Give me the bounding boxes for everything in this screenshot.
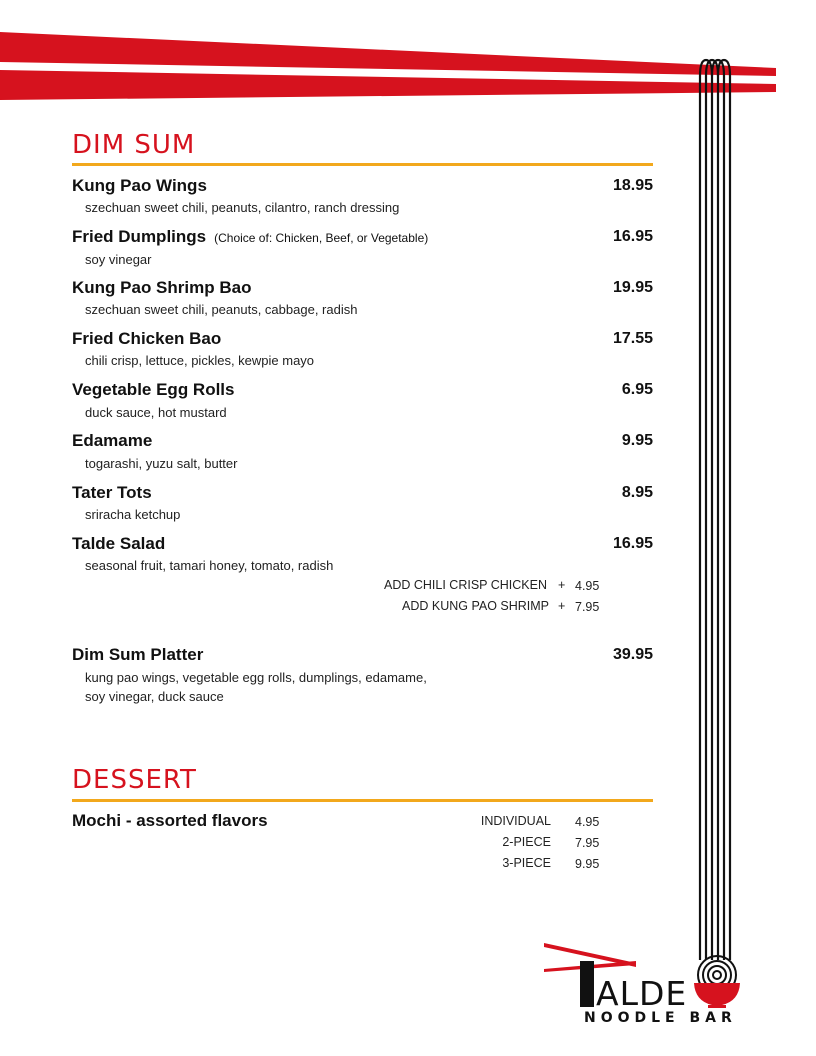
addon-label: ADD CHILI CRISP CHICKEN	[384, 578, 547, 592]
option-price: 4.95	[575, 815, 600, 829]
addon-plus: +	[558, 599, 566, 613]
item-name	[72, 227, 428, 247]
item-description: soy vinegar	[85, 252, 152, 267]
option-price: 9.95	[575, 857, 600, 871]
item-description: szechuan sweet chili, peanuts, cabbage, radish	[85, 302, 358, 317]
item-description: sriracha ketchup	[85, 507, 181, 522]
option-label: 2-PIECE	[502, 835, 551, 849]
item-name: Kung Pao Shrimp Bao	[72, 278, 252, 297]
item-title: Fried Dumplings	[72, 227, 207, 246]
section-divider	[72, 799, 653, 802]
item-description: kung pao wings, vegetable egg rolls, dumplings, edamame,	[85, 670, 427, 685]
section-title-dessert: DESSERT	[72, 765, 197, 795]
item-price: 16.95	[612, 228, 653, 245]
item-price: 39.95	[612, 646, 653, 663]
item-name: Vegetable Egg Rolls	[72, 380, 235, 399]
item-price: 18.95	[612, 177, 653, 194]
item-name: Dim Sum Platter	[72, 645, 204, 664]
item-description: chili crisp, lettuce, pickles, kewpie mayo	[85, 353, 315, 368]
item-price: 19.95	[612, 279, 653, 296]
item-description: togarashi, yuzu salt, butter	[85, 456, 238, 471]
item-description: szechuan sweet chili, peanuts, cilantro, ranch dressing	[85, 200, 400, 215]
item-name: Kung Pao Wings	[72, 176, 207, 195]
item-description: seasonal fruit, tamari honey, tomato, radish	[85, 558, 334, 573]
item-name: Edamame	[72, 431, 153, 450]
option-label: INDIVIDUAL	[480, 814, 551, 828]
item-name: Mochi - assorted flavors	[72, 811, 268, 830]
option-label: 3-PIECE	[502, 856, 551, 870]
item-price: 16.95	[612, 535, 653, 552]
addon-label: ADD KUNG PAO SHRIMP	[402, 599, 550, 613]
item-price: 17.55	[612, 330, 653, 347]
item-price: 8.95	[621, 484, 653, 501]
logo-name: ALDE	[596, 974, 688, 1013]
item-note: (Choice of: Chicken, Beef, or Vegetable)	[214, 231, 429, 245]
item-name: Fried Chicken Bao	[72, 329, 222, 348]
option-price: 7.95	[575, 836, 600, 850]
item-name: Talde Salad	[72, 534, 166, 553]
item-price: 6.95	[621, 381, 653, 398]
item-description: soy vinegar, duck sauce	[85, 689, 224, 704]
logo-tagline: NOODLE BAR	[584, 1010, 737, 1026]
section-divider	[72, 163, 653, 166]
item-name: Tater Tots	[72, 483, 152, 502]
item-price: 9.95	[621, 432, 653, 449]
addon-price: 4.95	[575, 579, 600, 593]
addon-plus: +	[558, 578, 566, 592]
item-description: duck sauce, hot mustard	[85, 405, 227, 420]
section-title-dim-sum: DIM SUM	[72, 130, 196, 160]
addon-price: 7.95	[575, 600, 600, 614]
